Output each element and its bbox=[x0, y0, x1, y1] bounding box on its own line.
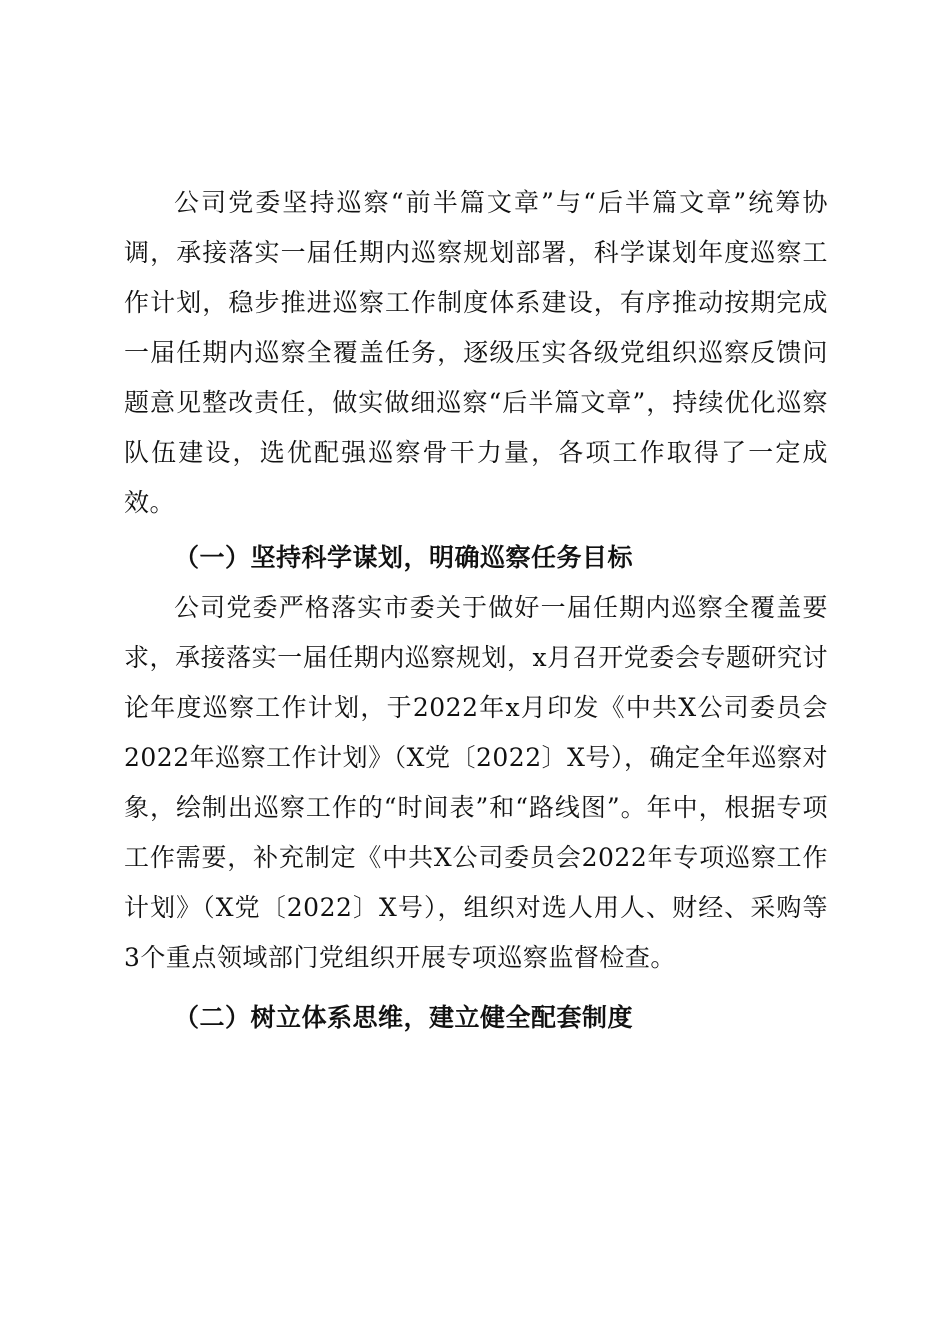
document-body bbox=[124, 178, 828, 1048]
section-heading-1: （一）坚持科学谋划，明确巡察任务目标 bbox=[174, 543, 634, 572]
section-heading-2: （二）树立体系思维，建立健全配套制度 bbox=[174, 1003, 634, 1032]
paragraph-intro: 公司党委坚持巡察“前半篇文章”与“后半篇文章”统筹协调，承接落实一届任期内巡察规划部署，科学谋划年度巡察工作计划，稳步推进巡察工作制度体系建设，有序推动按期完成一届任期内巡察全覆盖任务，逐级压实各级党组织巡察反馈问题意见整改责任，做实做细巡察“后半篇文章”，持续优化巡察队伍建设，选优配强巡察骨干力量，各项工作取得了一定成效。 bbox=[124, 188, 829, 517]
paragraph-section-1: 公司党委严格落实市委关于做好一届任期内巡察全覆盖要求，承接落实一届任期内巡察规划，x月召开党委会专题研究讨论年度巡察工作计划，于2022年x月印发《中共X公司委员会2022年巡察工作计划》（X党〔2022〕X号），确定全年巡察对象，绘制出巡察工作的“时间表”和“路线图”。年中，根据专项工作需要，补充制定《中共X公司委员会2022年专项巡察工作计划》（X党〔2022〕X号），组织对选人用人、财经、采购等3个重点领域部门党组织开展专项巡察监督检查。 bbox=[124, 593, 828, 972]
